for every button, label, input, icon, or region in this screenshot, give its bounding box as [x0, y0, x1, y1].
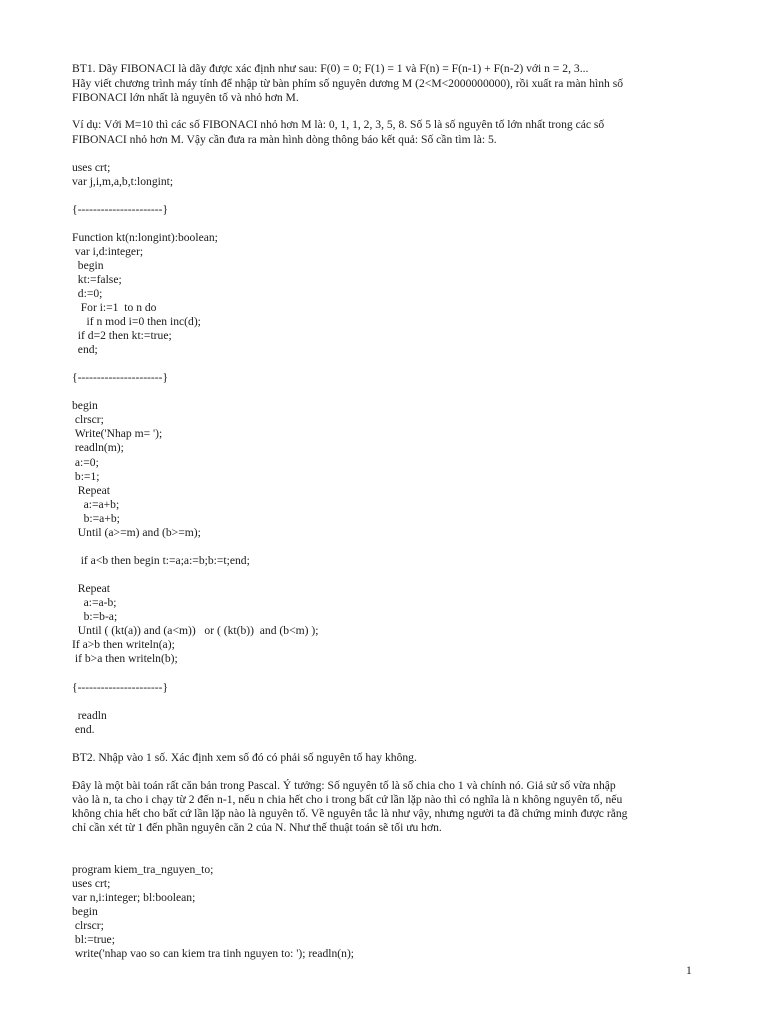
code-line: uses crt;	[72, 877, 111, 890]
code-line: kt:=false;	[72, 273, 122, 286]
page-number: 1	[686, 964, 692, 977]
code-line: bl:=true;	[72, 933, 115, 946]
bt2-paragraph-line: chỉ cần xét từ 1 đến phần nguyên căn 2 của N. Như thế thuật toán sẽ tối ưu hơn.	[72, 821, 442, 834]
code-line: b:=b-a;	[72, 610, 118, 623]
code-line: end;	[72, 343, 98, 356]
code-line: var i,d:integer;	[72, 245, 144, 258]
code-line: if n mod i=0 then inc(d);	[72, 315, 201, 328]
code-line: var n,i:integer; bl:boolean;	[72, 891, 196, 904]
code-line: begin	[72, 259, 104, 272]
code-line: Repeat	[72, 484, 110, 497]
code-line: readln(m);	[72, 441, 124, 454]
code-line: Repeat	[72, 582, 110, 595]
bt1-task-line: Hãy viết chương trình máy tính để nhập từ bàn phím số nguyên dương M (2<M<2000000000), rồi xuất ra màn hình số	[72, 77, 624, 90]
bt1-task-line: FIBONACI lớn nhất là nguyên tố và nhỏ hơn M.	[72, 91, 299, 104]
code-line: If a>b then writeln(a);	[72, 638, 175, 651]
code-line: Function kt(n:longint):boolean;	[72, 231, 218, 244]
bt2-paragraph-line: vào là n, ta cho i chạy từ 2 đến n-1, nếu n chia hết cho i trong bất cứ lần lặp nào thì có nghĩa là n không nguyên tố, nếu	[72, 793, 623, 806]
bt2-paragraph-line: không chia hết cho bất cứ lần lặp nào là nguyên tố. Về nguyên tắc là như vậy, nhưng người ta đã chứng minh được rằng	[72, 807, 628, 820]
bt2-paragraph-line: Đây là một bài toán rất căn bản trong Pascal. Ý tưởng: Số nguyên tố là số chia cho 1 và chính nó. Giả sử số vừa nhập	[72, 779, 616, 792]
code-line: uses crt;	[72, 161, 111, 174]
code-line: if a<b then begin t:=a;a:=b;b:=t;end;	[72, 554, 250, 567]
code-separator: {----------------------}	[72, 203, 169, 216]
code-line: if b>a then writeln(b);	[72, 652, 178, 665]
code-separator: {----------------------}	[72, 681, 169, 694]
code-line: program kiem_tra_nguyen_to;	[72, 863, 214, 876]
code-line: end.	[72, 723, 95, 736]
code-line: if d=2 then kt:=true;	[72, 329, 172, 342]
code-line: For i:=1 to n do	[72, 301, 157, 314]
code-line: begin	[72, 399, 98, 412]
code-line: a:=a+b;	[72, 498, 120, 511]
code-line: Until ( (kt(a)) and (a<m)) or ( (kt(b)) and (b<m) );	[72, 624, 319, 637]
code-line: clrscr;	[72, 919, 104, 932]
code-line: b:=a+b;	[72, 512, 120, 525]
code-line: b:=1;	[72, 470, 100, 483]
code-line: a:=a-b;	[72, 596, 117, 609]
bt1-example-line: FIBONACI nhỏ hơn M. Vậy cần đưa ra màn hình dòng thông báo kết quả: Số cần tìm là: 5.	[72, 133, 497, 146]
code-line: a:=0;	[72, 456, 99, 469]
code-line: Until (a>=m) and (b>=m);	[72, 526, 201, 539]
code-line: var j,i,m,a,b,t:longint;	[72, 175, 174, 188]
code-line: write('nhap vao so can kiem tra tinh nguyen to: '); readln(n);	[72, 947, 355, 960]
code-separator: {----------------------}	[72, 371, 169, 384]
code-line: readln	[72, 709, 107, 722]
code-line: clrscr;	[72, 413, 104, 426]
bt2-heading: BT2. Nhập vào 1 số. Xác định xem số đó có phải số nguyên tố hay không.	[72, 751, 417, 764]
code-line: d:=0;	[72, 287, 103, 300]
code-line: Write('Nhap m= ');	[72, 427, 163, 440]
code-line: begin	[72, 905, 98, 918]
bt1-heading: BT1. Dãy FIBONACI là dãy được xác định như sau: F(0) = 0; F(1) = 1 và F(n) = F(n-1) + F(n-2) với n = 2, 3...	[72, 62, 589, 75]
bt1-example-line: Ví dụ: Với M=10 thì các số FIBONACI nhỏ hơn M là: 0, 1, 1, 2, 3, 5, 8. Số 5 là số nguyên tố lớn nhất trong các số	[72, 118, 605, 131]
